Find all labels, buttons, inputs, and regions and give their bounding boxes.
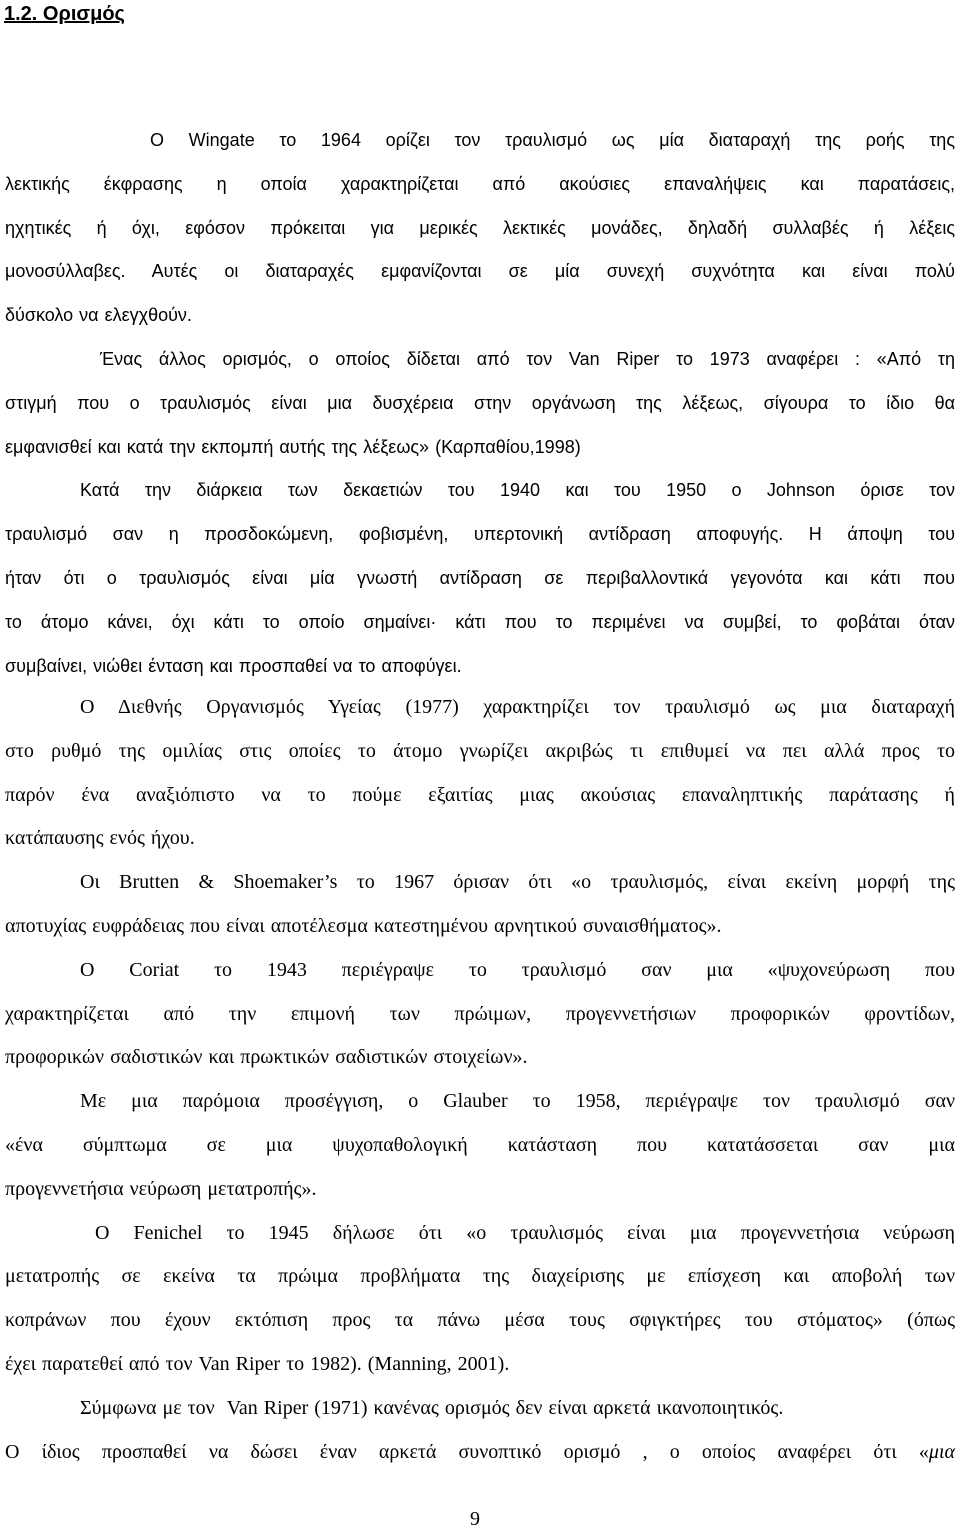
text-line-content: Ο Coriat το 1943 περιέγραψε το τραυλισμό σαν μια «ψυχονεύρωση που <box>80 958 955 981</box>
text-line <box>5 1124 955 1168</box>
text-line-content: δύσκολο να ελεγχθούν. <box>5 305 192 326</box>
text-line-content: παρόν ένα αναξιόπιστο να το πούμε εξαιτίας μιας ακούσιας επαναληπτικής παράτασης ή <box>5 783 955 806</box>
text-line <box>5 207 955 251</box>
text-line <box>5 774 955 818</box>
text-line <box>5 338 955 382</box>
text-line-content: μονοσύλλαβες. Αυτές οι διαταραχές εμφανίζονται σε μία συνεχή συχνότητα και είναι πολύ <box>5 261 955 282</box>
text-line <box>5 1387 955 1431</box>
text-line <box>5 1299 955 1343</box>
text-line <box>5 1343 955 1387</box>
text-line-content: κοπράνων που έχουν εκτόπιση προς τα πάνω μέσα τους σφιγκτήρες του στόματος» (όπως <box>5 1309 955 1332</box>
page-number: 9 <box>470 1508 480 1530</box>
text-line <box>5 686 955 730</box>
text-line <box>5 949 955 993</box>
text-line-content: εμφανισθεί και κατά την εκπομπή αυτής της λέξεως» (Καρπαθίου,1998) <box>5 436 581 457</box>
text-line-content: Ένας άλλος ορισμός, ο οποίος δίδεται από τον Van Riper το 1973 αναφέρει : «Από τη <box>100 348 955 369</box>
section-heading: 1.2. Ορισμός <box>4 3 125 25</box>
text-line <box>5 645 955 689</box>
text-line-content: Ο ίδιος προσπαθεί να δώσει έναν αρκετά συνοπτικό ορισμό , ο οποίος αναφέρει ότι « <box>5 1440 929 1463</box>
text-line-content: Ο Fenichel το 1945 δήλωσε ότι «ο τραυλισμός είναι μια προγεννετήσια νεύρωση <box>95 1221 955 1244</box>
text-line <box>5 119 955 163</box>
text-line <box>5 993 955 1037</box>
text-line <box>5 601 955 645</box>
text-line-content: στιγμή που ο τραυλισμός είναι μια δυσχέρεια στην οργάνωση της λέξεως, σίγουρα το ίδιο θα <box>5 392 955 413</box>
text-line-italic: μια <box>928 1440 955 1463</box>
text-line <box>5 730 955 774</box>
text-line-content: κατάπαυσης ενός ήχου. <box>5 827 195 850</box>
text-line <box>5 1168 955 1212</box>
text-line-content: Οι Brutten & Shoemaker’s το 1967 όρισαν ότι «ο τραυλισμός, είναι εκείνη μορφή της <box>80 871 955 894</box>
text-line-content: ηχητικές ή όχι, εφόσον πρόκειται για μερικές λεκτικές μονάδες, δηλαδή συλλαβές ή λέξεις <box>5 217 955 238</box>
text-line <box>5 382 955 426</box>
text-line-content: Ο Wingate το 1964 ορίζει τον τραυλισμό ως μία διαταραχή της ροής της <box>150 130 955 150</box>
text-line-content: μετατροπής σε εκείνα τα πρώιμα προβλήματα της διαχείρισης με επίσχεση και αποβολή των <box>5 1265 955 1288</box>
text-line <box>5 1080 955 1124</box>
text-line-content: Ο Διεθνής Οργανισμός Υγείας (1977) χαρακτηρίζει τον τραυλισμό ως μια διαταραχή <box>80 696 955 718</box>
text-line <box>5 905 955 949</box>
text-line-content: στο ρυθμό της ομιλίας στις οποίες το άτομο γνωρίζει ακριβώς τι επιθυμεί να πει αλλά προς το <box>5 739 955 762</box>
document-body-part-1 <box>5 119 955 688</box>
text-line <box>5 250 955 294</box>
text-line-content: τραυλισμό σαν η προσδοκώμενη, φοβισμένη, υπερτονική αντίδραση αποφυγής. Η άποψη του <box>5 524 955 545</box>
text-line-content: προφορικών σαδιστικών και πρωκτικών σαδιστικών στοιχείων». <box>5 1046 528 1069</box>
text-line <box>5 513 955 557</box>
text-line-content: αποτυχίας ευφράδειας που είναι αποτέλεσμα κατεστημένου αρνητικού συναισθήματος». <box>5 914 722 937</box>
text-line-content: λεκτικής έκφρασης η οποία χαρακτηρίζεται από ακούσιες επαναλήψεις και παρατάσεις, <box>5 173 955 194</box>
text-line <box>5 1255 955 1299</box>
text-line <box>5 1431 955 1475</box>
text-line-content: συμβαίνει, νιώθει ένταση και προσπαθεί να το αποφύγει. <box>5 655 462 676</box>
text-line-content: Σύμφωνα με τον Van Riper (1971) κανένας ορισμός δεν είναι αρκετά ικανοποιητικός. <box>80 1396 784 1419</box>
text-line-content: έχει παρατεθεί από τον Van Riper το 1982). (Manning, 2001). <box>5 1352 510 1375</box>
text-line-content: Με μια παρόμοια προσέγγιση, ο Glauber το 1958, περιέγραψε τον τραυλισμό σαν <box>80 1090 955 1113</box>
text-line-content: Κατά την διάρκεια των δεκαετιών του 1940 και του 1950 ο Johnson όρισε τον <box>80 480 955 501</box>
text-line <box>5 294 955 338</box>
text-line <box>5 1212 955 1256</box>
document-body-part-2 <box>5 686 955 1474</box>
text-line <box>5 426 955 470</box>
text-line-content: προγεννετήσια νεύρωση μετατροπής». <box>5 1177 317 1200</box>
text-line <box>5 163 955 207</box>
text-line <box>5 469 955 513</box>
text-line-content: ήταν ότι ο τραυλισμός είναι μία γνωστή αντίδραση σε περιβαλλοντικά γεγονότα και κάτι που <box>5 567 955 588</box>
text-line <box>5 817 955 861</box>
text-line-content: το άτομο κάνει, όχι κάτι το οποίο σημαίνει· κάτι που το περιμένει να συμβεί, το φοβάται όταν <box>5 611 955 632</box>
text-line-content: χαρακτηρίζεται από την επιμονή των πρώιμων, προγεννετήσιων προφορικών φροντίδων, <box>5 1002 955 1025</box>
text-line-content: «ένα σύμπτωμα σε μια ψυχοπαθολογική κατάσταση που κατατάσσεται σαν μια <box>5 1133 955 1156</box>
text-line <box>5 861 955 905</box>
text-line <box>5 557 955 601</box>
text-line <box>5 1036 955 1080</box>
